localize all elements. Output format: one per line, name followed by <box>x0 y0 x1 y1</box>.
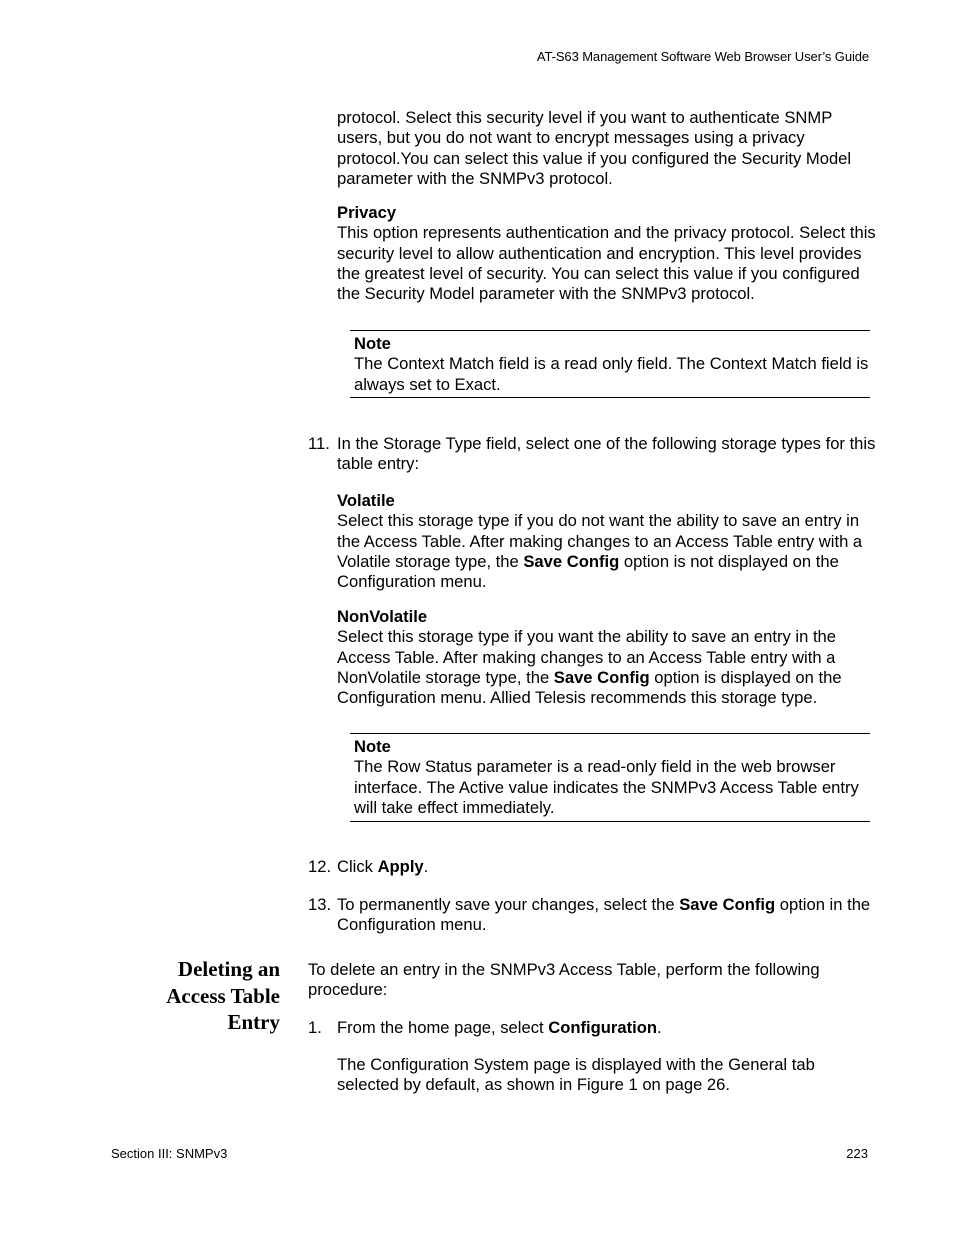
note-row-status <box>350 733 870 822</box>
nonvolatile-definition <box>337 607 877 708</box>
nonvolatile-text: Select this storage type if you want the ability to save an entry in the Access Table. After making changes to an Access Table entry with a NonVolatile storage type, the Save Config option is displayed on the Configuration menu. Allied Telesis recommends this storage type. <box>337 627 842 708</box>
step-number: 13. <box>308 895 332 914</box>
section-heading: Deleting an Access Table Entry <box>166 957 280 1034</box>
note-text: The Context Match field is a read only field. The Context Match field is always set to Exact. <box>354 354 869 394</box>
volatile-definition <box>337 491 877 592</box>
footer-page-number: 223 <box>846 1146 868 1161</box>
volatile-term: Volatile <box>337 491 395 510</box>
step-1 <box>308 1018 878 1038</box>
step-text: In the Storage Type field, select one of the following storage types for this table entry: <box>337 434 876 474</box>
privacy-definition <box>337 203 877 304</box>
step-number: 12. <box>308 857 332 876</box>
step-number: 1. <box>308 1018 322 1037</box>
step-text: To permanently save your changes, select the Save Config option in the Configuration menu. <box>337 895 871 935</box>
section-intro: To delete an entry in the SNMPv3 Access Table, perform the following procedure: <box>308 960 820 1000</box>
step-12 <box>308 857 878 877</box>
step-text: Click Apply. <box>337 857 429 876</box>
note-title: Note <box>354 334 391 353</box>
privacy-text: This option represents authentication and the privacy protocol. Select this security level to allow authentication and encryption. This level provides the greatest level of security. You can select this value if you configured the Security Model parameter with the SNMPv3 protocol. <box>337 223 876 304</box>
note-context-match <box>350 330 870 398</box>
running-header: AT-S63 Management Software Web Browser User’s Guide <box>536 49 869 64</box>
nonvolatile-term: NonVolatile <box>337 607 428 626</box>
footer-section: Section III: SNMPv3 <box>111 1146 228 1161</box>
step-number: 11. <box>308 434 330 453</box>
step-1-followup: The Configuration System page is displayed with the General tab selected by default, as shown in Figure 1 on page 26. <box>337 1055 815 1095</box>
volatile-text: Select this storage type if you do not want the ability to save an entry in the Access Table. After making changes to an Access Table entry with a Volatile storage type, the Save Config option is not displayed on the Configuration menu. <box>337 511 863 592</box>
paragraph-continuation: protocol. Select this security level if you want to authenticate SNMP users, but you do not want to encrypt messages using a privacy protocol.You can select this value if you configured the Security Model parameter with the SNMPv3 protocol. <box>337 108 852 188</box>
note-title: Note <box>354 737 391 756</box>
privacy-term: Privacy <box>337 203 397 222</box>
step-13 <box>308 895 878 936</box>
step-11 <box>308 434 878 475</box>
step-text: From the home page, select Configuration. <box>337 1018 662 1037</box>
note-text: The Row Status parameter is a read-only field in the web browser interface. The Active value indicates the SNMPv3 Access Table entry will take effect immediately. <box>354 757 859 817</box>
